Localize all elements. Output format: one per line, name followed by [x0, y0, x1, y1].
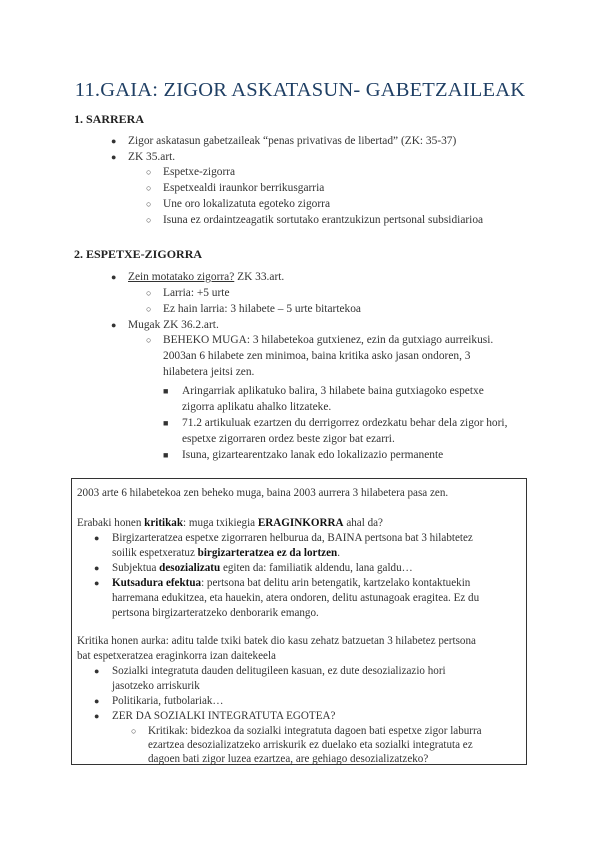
text-run: Subjektua: [112, 562, 160, 574]
bullet-circle: ○: [131, 726, 137, 736]
sub-sub-list-item-cont: espetxe zigorraren ordez beste zigor bat ezarri.: [182, 433, 395, 445]
sub-sub-list-item-cont: zigorra aplikatu ahalko litzateke.: [182, 401, 332, 413]
bullet-circle: ○: [146, 183, 152, 193]
section-heading-sarrera: 1. SARRERA: [74, 112, 145, 126]
article-ref: ZK 33.art.: [234, 271, 285, 283]
counter-sub-item: Kritikak: bidezkoa da sozialki integratuta dagoen bati espetxe zigor laburra: [148, 725, 482, 737]
bullet-disc: ●: [111, 136, 117, 146]
bullet-disc: ●: [94, 696, 100, 706]
text-run-bold: ERAGINKORRA: [257, 517, 344, 529]
bullet-disc: ●: [111, 152, 117, 162]
sub-list-item: Isuna ez ordaintzeagatik sortutako erantzukizun pertsonal subsidiarioa: [163, 214, 484, 226]
bullet-circle: ○: [146, 335, 152, 345]
bullet-disc: ●: [111, 320, 117, 330]
counter-item: Sozialki integratuta dauden delitugileen kasuan, ez dute desozializazio hori: [112, 665, 446, 677]
list-item: Mugak ZK 36.2.art.: [128, 319, 219, 331]
sub-sub-list-item: Aringarriak aplikatuko balira, 3 hilabete baina gutxiagoko espetxe: [182, 385, 484, 397]
sub-list-item: Espetxe-zigorra: [163, 166, 236, 178]
bullet-square: ■: [163, 386, 169, 396]
bullet-square: ■: [163, 418, 169, 428]
sub-sub-list-item: 71.2 artikuluak ezartzen du derrigorrez ordezkatu behar dela zigor hori,: [182, 417, 508, 429]
section-heading-espetxe-zigorra: 2. ESPETXE-ZIGORRA: [74, 247, 203, 261]
critique-item-cont: harremana edukitzea, eta hauekin, atera ondoren, delitu astunagoak eragitea. Ez du: [112, 592, 480, 604]
list-item: Zigor askatasun gabetzaileak “penas privativas de libertad” (ZK: 35-37): [128, 135, 457, 147]
bullet-disc: ●: [94, 578, 100, 588]
counter-item-cont: jasotzeko arriskurik: [112, 680, 200, 692]
counter-sub-item-cont: ezartzea desozializatzeko arriskurik ez duelako eta sozialki integratuta ez: [148, 739, 473, 751]
note-box: [71, 478, 527, 765]
bullet-disc: ●: [94, 711, 100, 721]
counter-argument: Kritika honen aurka: aditu talde txiki batek dio kasu zehatz batzuetan 3 hilabetez pertsona: [77, 635, 476, 647]
bullet-circle: ○: [146, 167, 152, 177]
critique-item: Birgizarteratzea espetxe zigorraren helburua da, BAINA pertsona bat 3 hilabtetez: [112, 532, 473, 544]
sub-list-item: Espetxealdi iraunkor berrikusgarria: [163, 182, 325, 194]
text-run: soilik espetxeratuz: [112, 547, 198, 559]
bullet-disc: ●: [94, 666, 100, 676]
text-run-bold: birgizarteratzea ez da lortzen: [197, 547, 338, 559]
sub-list-item: BEHEKO MUGA: 3 hilabetekoa gutxienez, ezin da gutxiago aurreikusi.: [163, 334, 494, 346]
sub-list-item-cont: 2003an 6 hilabete zen minimoa, baina kritika asko jasan ondoren, 3: [163, 350, 471, 362]
text-run: : pertsona bat delitu arin betengatik, kartzelako kontaktuekin: [201, 577, 471, 589]
text-run: : muga txikiegia: [183, 517, 258, 529]
list-item: [128, 270, 284, 286]
note-intro: 2003 arte 6 hilabetekoa zen beheko muga, baina 2003 aurrera 3 hilabetera pasa zen.: [77, 487, 449, 499]
bullet-circle: ○: [146, 288, 152, 298]
sub-list-item: Larria: +5 urte: [163, 287, 230, 299]
counter-item: Politikaria, futbolariak…: [112, 695, 224, 707]
sub-list-item-cont: hilabetera jeitsi zen.: [163, 366, 255, 378]
text-run-bold: Kutsadura efektua: [112, 577, 202, 589]
critique-item-cont: pertsona birgizarteratzeko denborarik emango.: [112, 607, 319, 619]
text-run-bold: kritikak: [144, 517, 183, 529]
critique-item: [112, 576, 470, 591]
critique-item-cont: [112, 546, 340, 561]
bullet-disc: ●: [94, 563, 100, 573]
text-run: egiten da: familiatik aldendu, lana galdu…: [220, 562, 413, 574]
bullet-square: ■: [163, 450, 169, 460]
page-title: 11.GAIA: ZIGOR ASKATASUN- GABETZAILEAK: [74, 79, 526, 101]
counter-sub-item-cont: dagoen bati zigor luzea ezartzea, are gehiago desozializatzeko?: [148, 753, 429, 765]
list-item: ZK 35.art.: [128, 151, 176, 163]
note-question: [77, 516, 383, 531]
bullet-disc: ●: [111, 272, 117, 282]
sub-list-item: Ez hain larria: 3 hilabete – 5 urte bitartekoa: [163, 303, 361, 315]
sub-list-item: Une oro lokalizatuta egoteko zigorra: [163, 198, 330, 210]
text-run-bold: desozializatu: [159, 562, 221, 574]
sub-sub-list-item: Isuna, gizartearentzako lanak edo lokalizazio permanente: [182, 449, 444, 461]
critique-item: [112, 561, 413, 576]
text-run: .: [337, 547, 340, 559]
bullet-circle: ○: [146, 199, 152, 209]
text-run: Erabaki honen: [77, 517, 145, 529]
bullet-circle: ○: [146, 304, 152, 314]
bullet-disc: ●: [94, 533, 100, 543]
question-link[interactable]: Zein motatako zigorra?: [128, 271, 235, 283]
text-run: ahal da?: [343, 517, 383, 529]
bullet-circle: ○: [146, 215, 152, 225]
counter-argument-cont: bat espetxeratzea eraginkorra izan daitekeela: [77, 650, 276, 662]
counter-item: ZER DA SOZIALKI INTEGRATUTA EGOTEA?: [112, 710, 336, 722]
